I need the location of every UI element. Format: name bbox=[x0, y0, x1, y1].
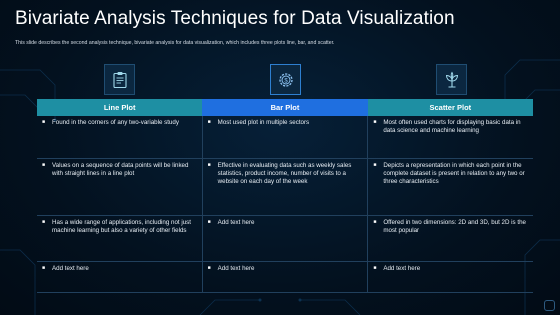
column-header-line-plot: Line Plot bbox=[37, 99, 202, 116]
bullet-icon: ■ bbox=[207, 162, 211, 168]
table-cell bbox=[202, 262, 368, 292]
cell-text: Most often used charts for displaying basic data in data science and machine learning bbox=[383, 119, 521, 134]
bullet-icon: ■ bbox=[42, 119, 46, 125]
table-cell bbox=[367, 262, 533, 292]
bullet-icon: ■ bbox=[207, 265, 211, 271]
gear-dollar-icon-box bbox=[270, 64, 301, 95]
table-cell bbox=[37, 262, 202, 292]
cell-text: Add text here bbox=[217, 219, 255, 226]
table-cell bbox=[367, 216, 533, 261]
table-cell bbox=[202, 116, 368, 158]
table-cell bbox=[37, 159, 202, 215]
cell-text: Values on a sequence of data points will be linked with straight lines in a line plot bbox=[52, 162, 189, 177]
table-cell bbox=[367, 159, 533, 215]
page-title: Bivariate Analysis Techniques for Data Visualization bbox=[15, 8, 455, 29]
table-row bbox=[37, 262, 533, 293]
bullet-icon: ■ bbox=[207, 219, 211, 225]
cell-text: Effective in evaluating data such as weekly sales statistics, product income, number of visits to a website on each day of the week bbox=[217, 162, 352, 185]
table-cell bbox=[37, 216, 202, 261]
cell-text: Depicts a representation in which each point in the complete dataset is present in relation to any two or three characteristics bbox=[383, 162, 525, 185]
table-row bbox=[37, 216, 533, 262]
cell-text: Most used plot in multiple sectors bbox=[217, 119, 310, 126]
plant-growth-icon bbox=[443, 71, 461, 89]
gear-dollar-icon bbox=[276, 70, 296, 90]
bullet-icon: ■ bbox=[373, 219, 377, 225]
clipboard-chart-icon bbox=[111, 71, 129, 89]
table-cell bbox=[367, 116, 533, 158]
cell-text: Offered in two dimensions: 2D and 3D, but 2D is the most popular bbox=[383, 219, 526, 234]
cell-text: Add text here bbox=[52, 265, 89, 272]
table-row bbox=[37, 116, 533, 159]
bullet-icon: ■ bbox=[42, 265, 46, 271]
bullet-icon: ■ bbox=[207, 119, 211, 125]
plant-growth-icon-box bbox=[436, 64, 467, 95]
bullet-icon: ■ bbox=[42, 219, 46, 225]
bullet-icon: ■ bbox=[42, 162, 46, 168]
bullet-icon: ■ bbox=[373, 119, 377, 125]
cell-text: Has a wide range of applications, including not just machine learning but also a variety of other fields bbox=[52, 219, 191, 234]
cell-text: Add text here bbox=[383, 265, 421, 272]
column-header-bar-plot: Bar Plot bbox=[202, 99, 367, 116]
cell-text: Found in the corners of any two-variable study bbox=[52, 119, 179, 126]
column-header-scatter-plot: Scatter Plot bbox=[368, 99, 533, 116]
corner-logo-icon bbox=[544, 300, 555, 311]
table-header-row bbox=[37, 99, 533, 116]
comparison-table bbox=[37, 99, 533, 293]
table-cell bbox=[202, 216, 368, 261]
bullet-icon: ■ bbox=[373, 265, 377, 271]
cell-text: Add text here bbox=[217, 265, 255, 272]
table-cell bbox=[202, 159, 368, 215]
table-cell bbox=[37, 116, 202, 158]
clipboard-chart-icon-box bbox=[104, 64, 135, 95]
svg-text:$: $ bbox=[283, 77, 288, 84]
table-row bbox=[37, 159, 533, 216]
page-subtitle: This slide describes the second analysis technique, bivariate analysis for data visualization, which includes three plots line, bar, and scatter. bbox=[15, 40, 335, 46]
bullet-icon: ■ bbox=[373, 162, 377, 168]
